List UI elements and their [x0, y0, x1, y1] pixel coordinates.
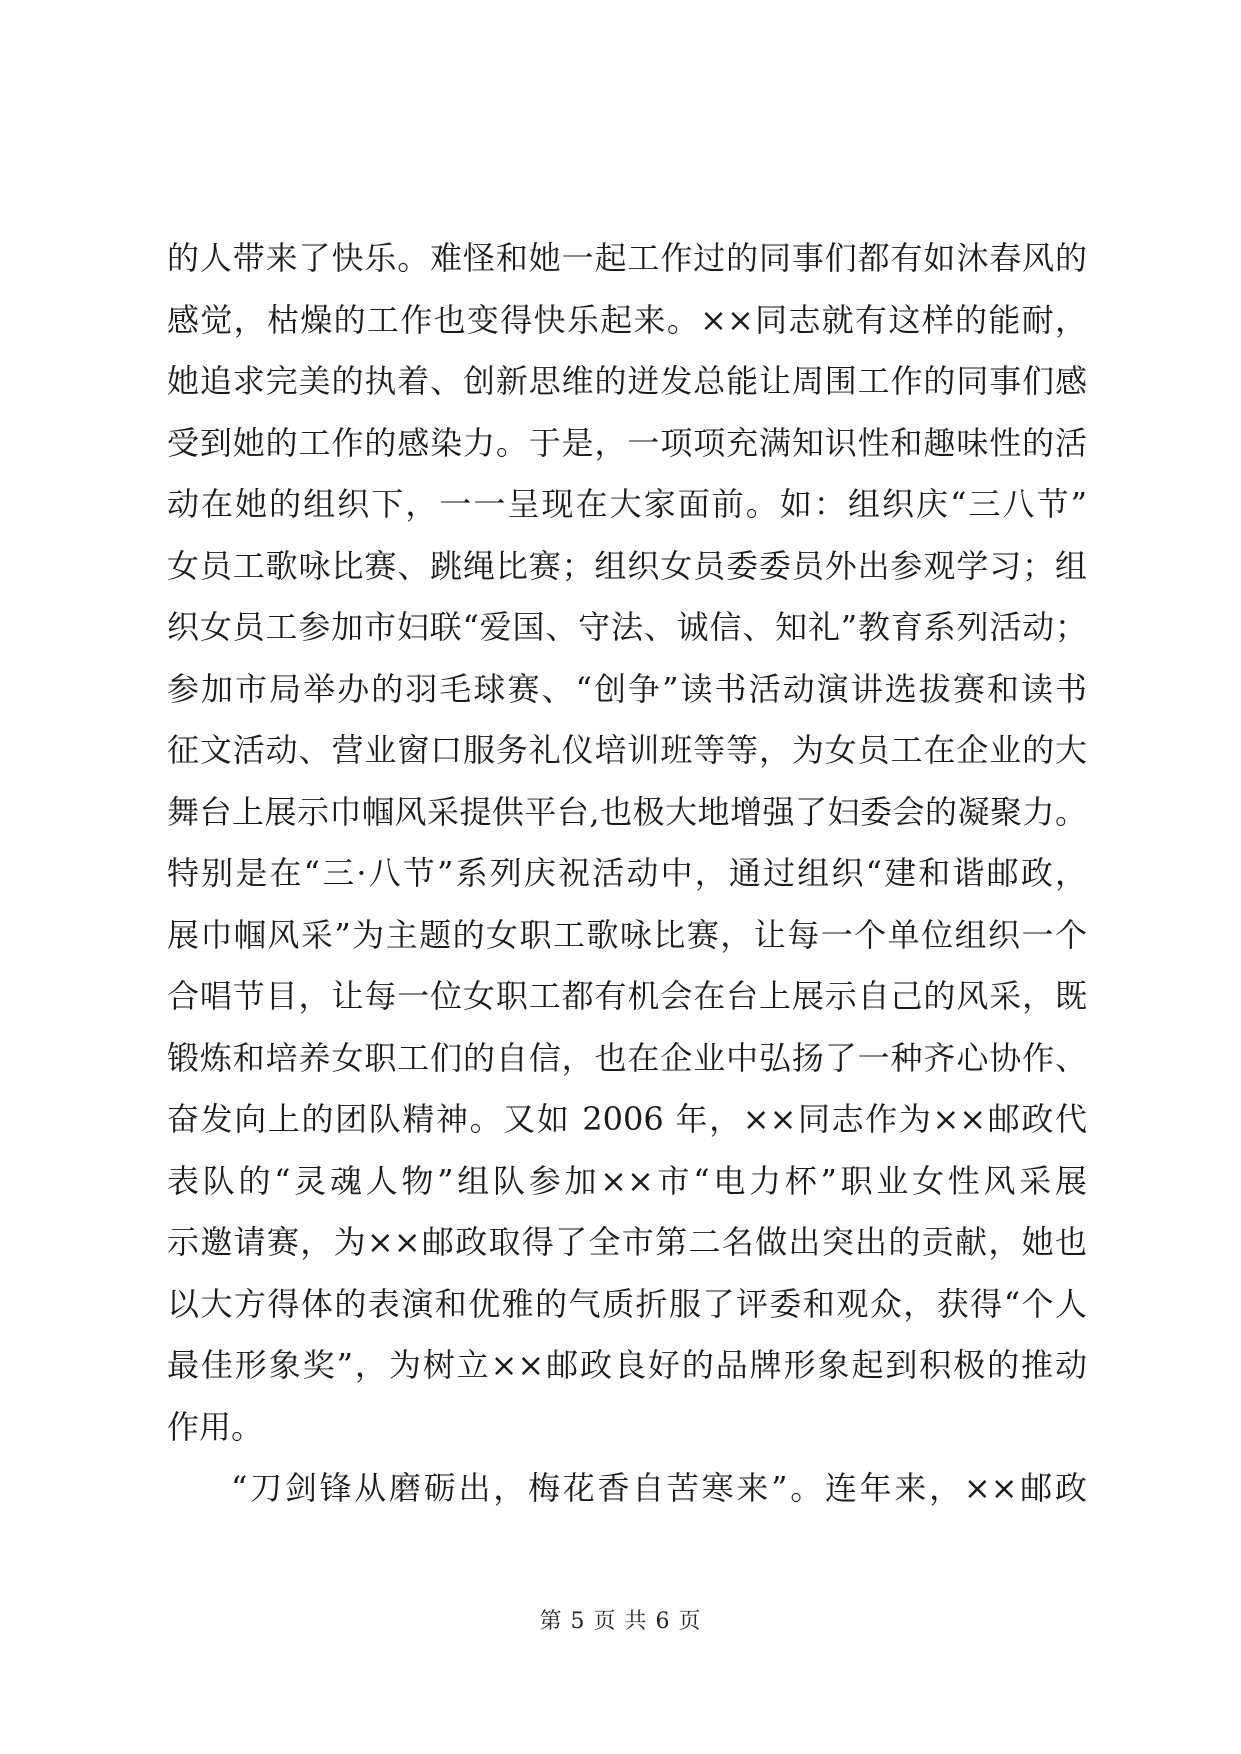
text-line: 感觉，枯燥的工作也变得快乐起来。××同志就有这样的能耐，: [167, 300, 1087, 339]
text-line: 展巾帼风采”为主题的女职工歌咏比赛，让每一个单位组织一个: [167, 915, 1087, 954]
text-line: 以大方得体的表演和优雅的气质折服了评委和观众，获得“个人: [167, 1284, 1087, 1323]
text-line: 奋发向上的团队精神。又如 2006 年，××同志作为××邮政代: [167, 1100, 1087, 1138]
paragraph-start-line: “刀剑锋从磨砺出，梅花香自苦寒来”。连年来，××邮政: [231, 1469, 1087, 1507]
text-line: 特别是在“三·八节”系列庆祝活动中，通过组织“建和谐邮政，: [167, 854, 1087, 892]
text-line: 示邀请赛，为××邮政取得了全市第二名做出突出的贡献，她也: [167, 1223, 1087, 1261]
text-line: 表队的“灵魂人物”组队参加××市“电力杯”职业女性风采展: [167, 1161, 1087, 1200]
text-line: 征文活动、营业窗口服务礼仪培训班等等，为女员工在企业的大: [167, 731, 1087, 769]
text-line: 动在她的组织下，一一呈现在大家面前。如：组织庆“三八节”: [167, 485, 1087, 523]
text-line: 舞台上展示巾帼风采提供平台,也极大地增强了妇委会的凝聚力。: [167, 792, 1087, 831]
text-line: 女员工歌咏比赛、跳绳比赛；组织女员委委员外出参观学习；组: [167, 546, 1087, 585]
page-number-footer: 第 5 页 共 6 页: [539, 1609, 702, 1634]
text-line: 合唱节目，让每一位女职工都有机会在台上展示自己的风采，既: [167, 977, 1087, 1015]
body-text: [167, 228, 1087, 1520]
text-line: 最佳形象奖”，为树立××邮政良好的品牌形象起到积极的推动: [167, 1346, 1087, 1384]
text-line: 锻炼和培养女职工们的自信，也在企业中弘扬了一种齐心协作、: [167, 1038, 1087, 1077]
text-line: 参加市局举办的羽毛球赛、“创争”读书活动演讲选拔赛和读书: [167, 669, 1087, 708]
text-line: 作用。: [167, 1407, 264, 1446]
text-line: 她追求完美的执着、创新思维的迸发总能让周围工作的同事们感: [167, 362, 1087, 400]
text-line: 的人带来了快乐。难怪和她一起工作过的同事们都有如沐春风的: [167, 239, 1087, 277]
text-line: 织女员工参加市妇联“爱国、守法、诚信、知礼”教育系列活动；: [167, 608, 1087, 646]
text-line: 受到她的工作的感染力。于是，一项项充满知识性和趣味性的活: [167, 423, 1087, 462]
